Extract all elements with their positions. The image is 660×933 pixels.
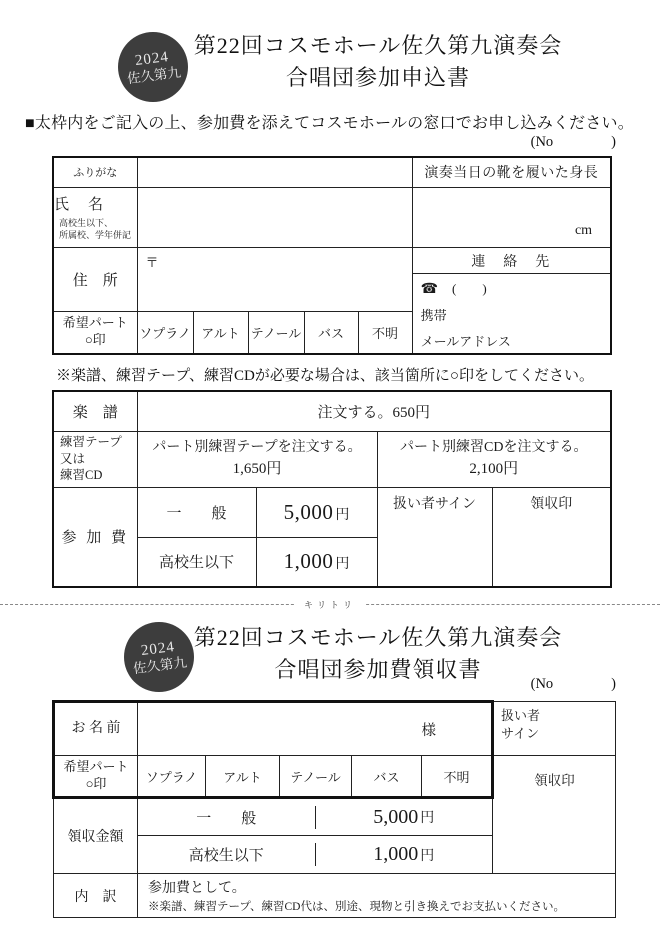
media-label-cell: 練習テープ 又は 練習CD xyxy=(53,431,137,487)
phone-icon: ☎ xyxy=(420,281,439,297)
name-note: 高校生以下、 所属校、学年併記 xyxy=(59,217,132,240)
badge-year: 2024 xyxy=(140,638,176,659)
part-option-bass[interactable]: バス xyxy=(304,312,358,354)
email-line[interactable]: メールアドレス xyxy=(420,333,511,349)
score-row xyxy=(53,391,611,431)
cd-order-cell[interactable]: パート別練習CDを注文する。 2,100円 xyxy=(377,431,611,487)
part-option-tenor[interactable]: テノール xyxy=(248,312,304,354)
address-input-cell[interactable] xyxy=(137,247,412,312)
receipt-name-label: お 名 前 xyxy=(54,702,138,756)
receipt-stamp-label-2: 領収印 xyxy=(534,773,575,788)
handler-sign-label: 扱い者サイン xyxy=(392,496,477,512)
badge-event-name: 佐久第九 xyxy=(132,654,188,677)
receipt-part-row xyxy=(54,756,616,798)
breakdown-text-cell: 参加費として。 ※楽譜、練習テープ、練習CD代は、別途、現物と引き換えでお支払いください。 xyxy=(138,874,616,918)
receipt-title-line1: 第22回コスモホール佐久第九演奏会 xyxy=(193,625,563,650)
amount-student-label: 高校生以下 xyxy=(188,848,264,864)
name-input-cell[interactable] xyxy=(137,187,412,247)
form-title-line1: 第22回コスモホール佐久第九演奏会 xyxy=(193,33,563,58)
receipt-name-row xyxy=(54,702,616,756)
height-unit: cm xyxy=(574,222,593,238)
receipt-title-line2: 合唱団参加費領収書 xyxy=(274,656,482,682)
fee-student-label: 高校生以下 xyxy=(137,537,256,587)
receipt-part-soprano[interactable]: ソプラノ xyxy=(138,756,206,798)
amount-general-cell xyxy=(138,798,493,836)
receipt-stamp-cell-2[interactable] xyxy=(493,756,616,874)
fee-general-row xyxy=(53,487,611,537)
score-order-cell[interactable]: 注文する。650円 xyxy=(137,391,611,431)
part-option-unknown[interactable]: 不明 xyxy=(358,312,412,354)
receipt-handler-sign-cell[interactable]: 扱い者 サイン xyxy=(493,702,616,756)
amount-student-cell xyxy=(138,836,493,874)
part-option-alto[interactable]: アルト xyxy=(193,312,248,354)
fee-student-price: 1,000 円 xyxy=(256,537,377,587)
receipt-stamp-label: 領収印 xyxy=(530,496,573,512)
fee-general-price: 5,000 円 xyxy=(256,487,377,537)
name-label: 氏 名 xyxy=(54,196,106,213)
score-label: 楽 譜 xyxy=(53,391,137,431)
instruction-text: ■太枠内をご記入の上、参加費を添えてコスモホールの窓口でお申し込みください。 xyxy=(25,115,634,132)
postal-mark: 〒 xyxy=(145,254,159,270)
amount-label: 領収金額 xyxy=(54,798,138,874)
amount-general-price: 5,000 円 xyxy=(315,806,493,829)
cut-line xyxy=(0,599,660,610)
receipt-stamp-cell[interactable] xyxy=(492,487,611,587)
contact-cell xyxy=(412,247,611,354)
name-label-cell xyxy=(53,187,137,247)
form-title-line2: 合唱団参加申込書 xyxy=(285,64,470,90)
receipt-title xyxy=(188,622,568,686)
amount-student-price: 1,000 円 xyxy=(315,843,493,866)
furigana-row xyxy=(53,157,611,187)
sama-suffix: 様 xyxy=(421,722,437,739)
receipt-number-field: (No ) xyxy=(530,676,616,692)
breakdown-row xyxy=(54,874,616,918)
tape-order-cell[interactable]: パート別練習テープを注文する。 1,650円 xyxy=(137,431,377,487)
application-form-table xyxy=(52,156,612,355)
receipt-name-input-cell[interactable] xyxy=(138,702,493,756)
receipt-table xyxy=(52,700,616,918)
height-input-cell[interactable] xyxy=(412,187,611,247)
receipt-part-unknown[interactable]: 不明 xyxy=(422,756,493,798)
address-row xyxy=(53,247,611,312)
amount-general-label: 一 般 xyxy=(196,810,257,827)
fee-general-label: 一 般 xyxy=(137,487,256,537)
receipt-part-label: 希望パート ○印 xyxy=(54,756,138,798)
address-label: 住 所 xyxy=(53,247,137,312)
receipt-part-bass[interactable]: バス xyxy=(352,756,422,798)
phone-parens: ( ) xyxy=(452,280,487,296)
contact-header: 連 絡 先 xyxy=(413,248,611,274)
height-header: 演奏当日の靴を履いた身長 xyxy=(412,157,611,187)
name-row xyxy=(53,187,611,247)
order-note: ※楽譜、練習テープ、練習CDが必要な場合は、該当箇所に○印をしてください。 xyxy=(56,368,594,384)
event-badge-receipt xyxy=(124,622,194,692)
fee-label: 参 加 費 xyxy=(53,487,137,587)
receipt-part-alto[interactable]: アルト xyxy=(206,756,280,798)
mobile-line[interactable]: 携帯 xyxy=(420,307,447,323)
form-title xyxy=(188,30,568,94)
furigana-input-cell[interactable] xyxy=(137,157,412,187)
form-number-field: (No ) xyxy=(530,134,616,150)
phone-line[interactable] xyxy=(413,274,611,301)
furigana-label: ふりがな xyxy=(53,157,137,187)
badge-year: 2024 xyxy=(134,48,170,69)
media-row xyxy=(53,431,611,487)
event-badge xyxy=(118,32,188,102)
handler-sign-cell[interactable] xyxy=(377,487,492,587)
part-option-soprano[interactable]: ソプラノ xyxy=(137,312,193,354)
order-fee-table xyxy=(52,390,612,588)
cut-line-label: キリトリ xyxy=(294,598,366,611)
part-preference-label: 希望パート ○印 xyxy=(53,312,137,354)
breakdown-label: 内 訳 xyxy=(54,874,138,918)
badge-event-name: 佐久第九 xyxy=(126,64,182,87)
receipt-part-tenor[interactable]: テノール xyxy=(280,756,352,798)
